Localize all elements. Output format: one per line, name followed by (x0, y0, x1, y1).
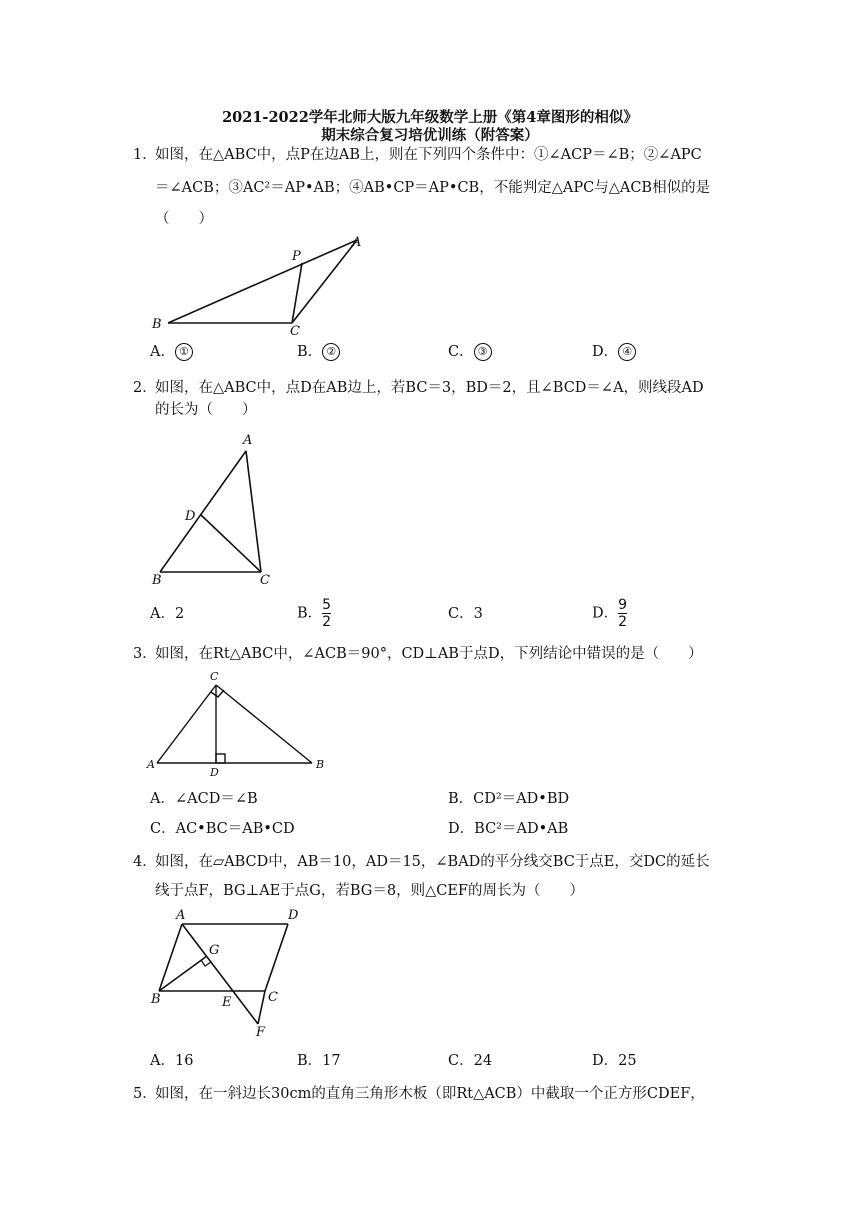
q3-option-a[interactable]: A．∠ACD＝∠B (150, 791, 258, 807)
q3-option-c[interactable]: C．AC•BC＝AB•CD (150, 821, 295, 837)
q3-option-b[interactable]: B．CD²＝AD•BD (448, 791, 570, 807)
doc-title-line1: 2021-2022学年北师大版九年级数学上册《第4章图形的相似》 (222, 109, 638, 126)
q5-number: 5． (133, 1086, 157, 1102)
q4-label-c: C (268, 990, 278, 1005)
q3-label-c: C (210, 670, 219, 683)
q1-option-a[interactable]: A． ① (150, 342, 193, 362)
q2-option-a[interactable]: A．2 (150, 606, 185, 622)
q1-option-c[interactable]: C． ③ (448, 342, 492, 362)
q1-line1: 如图，在△ABC中，点P在边AB上，则在下列四个条件中：①∠ACP＝∠B；②∠APC (155, 147, 702, 163)
q1-number: 1． (133, 147, 157, 163)
q3-label-a: A (147, 758, 155, 771)
q2-label-d: D (185, 509, 196, 524)
q3-label-d: D (210, 766, 219, 779)
q4-option-d[interactable]: D．25 (592, 1053, 637, 1069)
q2-label-b: B (152, 573, 162, 588)
q4-label-g: G (209, 943, 220, 958)
q1-line3: （ ） (155, 211, 213, 227)
q1-label-p: P (292, 249, 301, 264)
q4-label-a: A (176, 908, 186, 923)
q2-line2: 的长为（ ） (155, 402, 257, 418)
q1-option-b[interactable]: B． ② (297, 342, 340, 362)
q3-figure (140, 668, 340, 783)
q4-option-b[interactable]: B．17 (297, 1053, 341, 1069)
q3-label-b: B (316, 758, 325, 771)
q2-number: 2． (133, 380, 157, 396)
q4-number: 4． (133, 854, 157, 870)
q4-line1: 如图，在▱ABCD中，AB＝10，AD＝15，∠BAD的平分线交BC于点E，交DC的延长 (155, 854, 710, 870)
q2-option-d[interactable]: D． $\frac{9}{2}$ (592, 597, 628, 630)
q4-option-a[interactable]: A．16 (150, 1053, 194, 1069)
q1-figure (140, 230, 380, 340)
q2-option-c[interactable]: C．3 (448, 606, 483, 622)
q4-label-b: B (151, 992, 161, 1007)
q5-line1: 如图，在一斜边长30cm的直角三角形木板（即Rt△ACB）中截取一个正方形CDEF， (155, 1086, 705, 1102)
q2-label-c: C (260, 573, 270, 588)
q1-option-d[interactable]: D． ④ (592, 342, 636, 362)
q4-label-e: E (222, 995, 232, 1010)
doc-title-line2: 期末综合复习培优训练（附答案） (321, 127, 539, 144)
q1-label-a: A (352, 235, 362, 250)
q2-option-b[interactable]: B． $\frac{5}{2}$ (297, 597, 332, 630)
q2-label-a: A (243, 433, 253, 448)
q4-line2: 线于点F，BG⊥AE于点G，若BG＝8，则△CEF的周长为（ ） (155, 883, 584, 899)
q4-option-c[interactable]: C．24 (448, 1053, 493, 1069)
q2-figure (140, 430, 290, 590)
q1-label-c: C (290, 324, 300, 339)
q1-line2: ＝∠ACB；③AC²＝AP•AB；④AB•CP＝AP•CB，不能判定△APC与△ACB相似的是 (155, 180, 711, 196)
q3-line1: 如图，在Rt△ABC中，∠ACB＝90°，CD⊥AB于点D，下列结论中错误的是（ ） (155, 646, 703, 662)
q4-figure (140, 906, 320, 1041)
q3-number: 3． (133, 646, 157, 662)
q4-label-d: D (288, 908, 299, 923)
q1-label-b: B (152, 317, 162, 332)
q3-option-d[interactable]: D．BC²＝AD•AB (448, 821, 569, 837)
q2-line1: 如图，在△ABC中，点D在AB边上，若BC＝3，BD＝2，且∠BCD＝∠A，则线段AD (155, 380, 704, 396)
q4-label-f: F (256, 1025, 266, 1040)
